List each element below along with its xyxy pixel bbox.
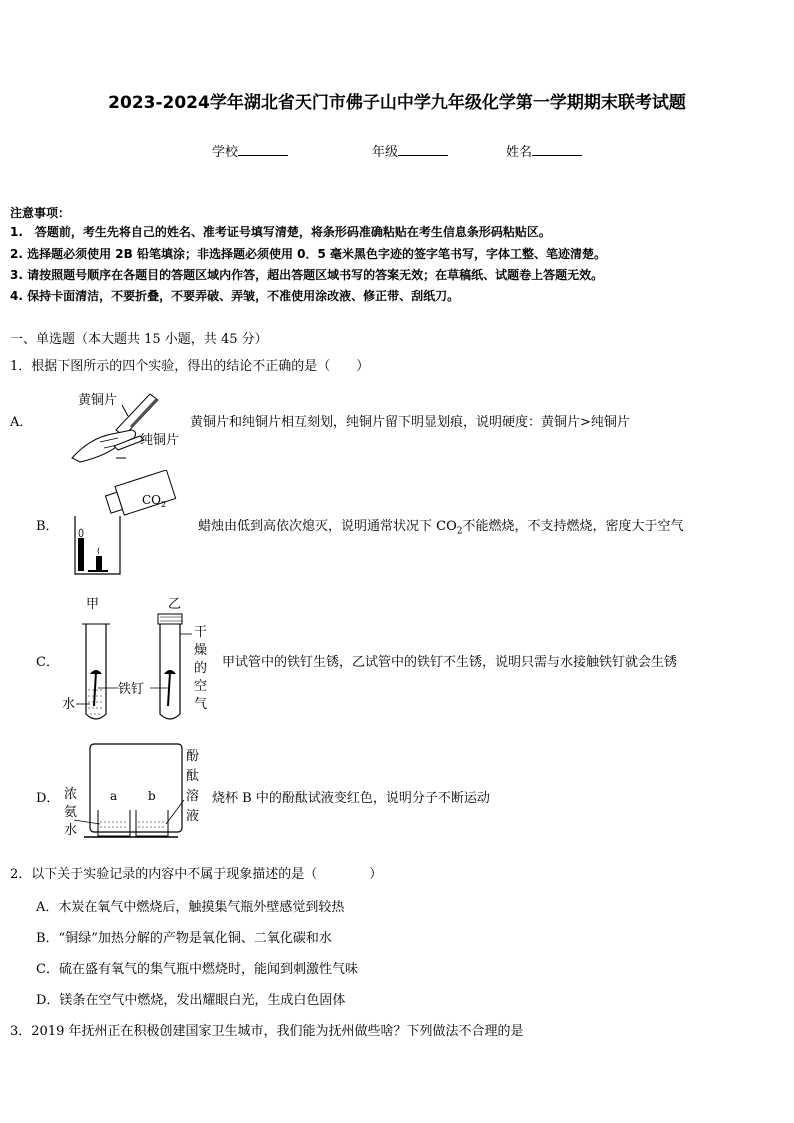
notice-item: 3. 请按照题号顺序在各题目的答题区域内作答，超出答题区域书写的答案无效；在草稿纸、试题卷上答题无效。 bbox=[10, 268, 604, 282]
section-heading: 一、单选题（本大题共 15 小题，共 45 分） bbox=[10, 332, 268, 347]
rust-test-figure bbox=[56, 590, 216, 730]
q3-stem: 3．2019 年抚州正在积极创建国家卫生城市，我们能为抚州做些啥？下列做法不合理的是 bbox=[10, 1024, 524, 1039]
notice-item: 4. 保持卡面清洁，不要折叠，不要弄破、弄皱，不准使用涂改液、修正带、刮纸刀。 bbox=[10, 289, 460, 303]
ammonia-leader bbox=[74, 820, 100, 824]
grade-label: 年级 bbox=[372, 145, 399, 160]
notice-item: 2. 选择题必须使用 2B 铅笔填涂；非选择题必须使用 0．5 毫米黑色字迹的签字笔书写，字体工整、笔迹清楚。 bbox=[10, 247, 606, 261]
phenol-char: 酞 bbox=[186, 769, 200, 784]
dry-air-char: 干 bbox=[194, 625, 208, 640]
co2-label: $CO_2$ bbox=[142, 493, 167, 509]
q2-stem: 2．以下关于实验记录的内容中不属于现象描述的是（ ） bbox=[10, 867, 383, 882]
dry-air-char: 的 bbox=[194, 661, 208, 676]
nail-jia bbox=[94, 672, 96, 706]
jia-label: 甲 bbox=[86, 597, 100, 612]
q2-option-a: A．木炭在氧气中燃烧后，触摸集气瓶外壁感觉到较热 bbox=[36, 900, 345, 915]
notice-heading: 注意事项： bbox=[10, 206, 71, 220]
q1-option-c-letter: C． bbox=[36, 655, 59, 670]
scratch-test-figure bbox=[60, 384, 190, 468]
q2-option-c: C．硫在盛有氧气的集气瓶中燃烧时，能闻到刺激性气味 bbox=[36, 962, 358, 977]
beaker-b-label: b bbox=[148, 789, 156, 803]
phenol-char: 液 bbox=[186, 809, 200, 824]
dry-air-char: 空 bbox=[194, 679, 208, 694]
nail-label: 铁钉 bbox=[118, 682, 145, 697]
name-label: 姓名 bbox=[506, 145, 533, 160]
q1-stem: 1．根据下图所示的四个实验，得出的结论不正确的是（ ） bbox=[10, 359, 370, 374]
grade-blank bbox=[398, 143, 448, 156]
grade-field bbox=[372, 141, 448, 160]
beaker-a-liquid bbox=[100, 822, 128, 832]
q2-option-b: B．“铜绿”加热分解的产物是氧化铜、二氧化碳和水 bbox=[36, 931, 332, 946]
phenol-char: 溶 bbox=[186, 789, 200, 804]
q1-option-c-text: 甲试管中的铁钉生锈，乙试管中的铁钉不生锈，说明只需与水接触铁钉就会生锈 bbox=[222, 655, 678, 670]
brass-strip bbox=[116, 394, 158, 436]
q1-option-a-letter: A． bbox=[10, 415, 33, 430]
molecule-motion-figure bbox=[60, 740, 210, 840]
q1-option-a-text: 黄铜片和纯铜片相互刻划，纯铜片留下明显划痕，说明硬度：黄铜片>纯铜片 bbox=[190, 415, 630, 430]
yi-label: 乙 bbox=[168, 597, 182, 612]
phenol-char: 酚 bbox=[186, 749, 200, 764]
name-blank bbox=[532, 143, 582, 156]
ammonia-char: 水 bbox=[64, 823, 78, 838]
page-title: 2023-2024学年湖北省天门市佛子山中学九年级化学第一学期期末联考试题 bbox=[108, 93, 686, 113]
candle-co2-figure bbox=[70, 470, 180, 580]
phenol-leader bbox=[166, 800, 184, 824]
beaker-a-label: a bbox=[110, 789, 118, 803]
smoke-icon bbox=[98, 548, 99, 554]
school-field bbox=[212, 141, 288, 160]
flame-icon bbox=[79, 529, 83, 537]
dry-air-char: 气 bbox=[194, 697, 208, 712]
q1-option-b-letter: B． bbox=[36, 519, 59, 534]
q2-option-d: D．镁条在空气中燃烧，发出耀眼白光，生成白色固体 bbox=[36, 993, 346, 1008]
school-label: 学校 bbox=[212, 145, 239, 160]
tall-candle bbox=[78, 538, 84, 571]
nail-yi-head bbox=[164, 670, 176, 674]
q1-option-d-letter: D． bbox=[36, 791, 60, 806]
water-label: 水 bbox=[62, 697, 76, 712]
notice-item: 1. 答题前，考生先将自己的姓名、准考证号填写清楚，将条形码准确粘贴在考生信息条形码粘贴区。 bbox=[10, 225, 551, 239]
beaker-b-liquid bbox=[138, 822, 166, 832]
water-fill bbox=[88, 690, 104, 714]
brass-leader bbox=[122, 405, 128, 416]
brass-label: 黄铜片 bbox=[78, 393, 118, 408]
stand bbox=[88, 570, 108, 572]
stopper bbox=[158, 614, 182, 624]
short-candle bbox=[96, 556, 102, 571]
copper-label: 纯铜片 bbox=[140, 433, 180, 448]
nail-jia-head bbox=[90, 670, 102, 674]
ammonia-char: 浓 bbox=[64, 787, 78, 802]
dry-air-char: 燥 bbox=[194, 643, 208, 658]
ammonia-char: 氨 bbox=[64, 805, 78, 820]
q1-option-d-text: 烧杯 B 中的酚酞试液变红色，说明分子不断运动 bbox=[212, 791, 490, 806]
co2-bottle bbox=[104, 470, 176, 519]
q1-option-b-text: 蜡烛由低到高依次熄灭，说明通常状况下 $CO_2$不能燃烧，不支持燃烧，密度大于空气 bbox=[198, 519, 684, 537]
name-field bbox=[506, 141, 582, 160]
nail-yi bbox=[168, 672, 170, 706]
school-blank bbox=[238, 143, 288, 156]
